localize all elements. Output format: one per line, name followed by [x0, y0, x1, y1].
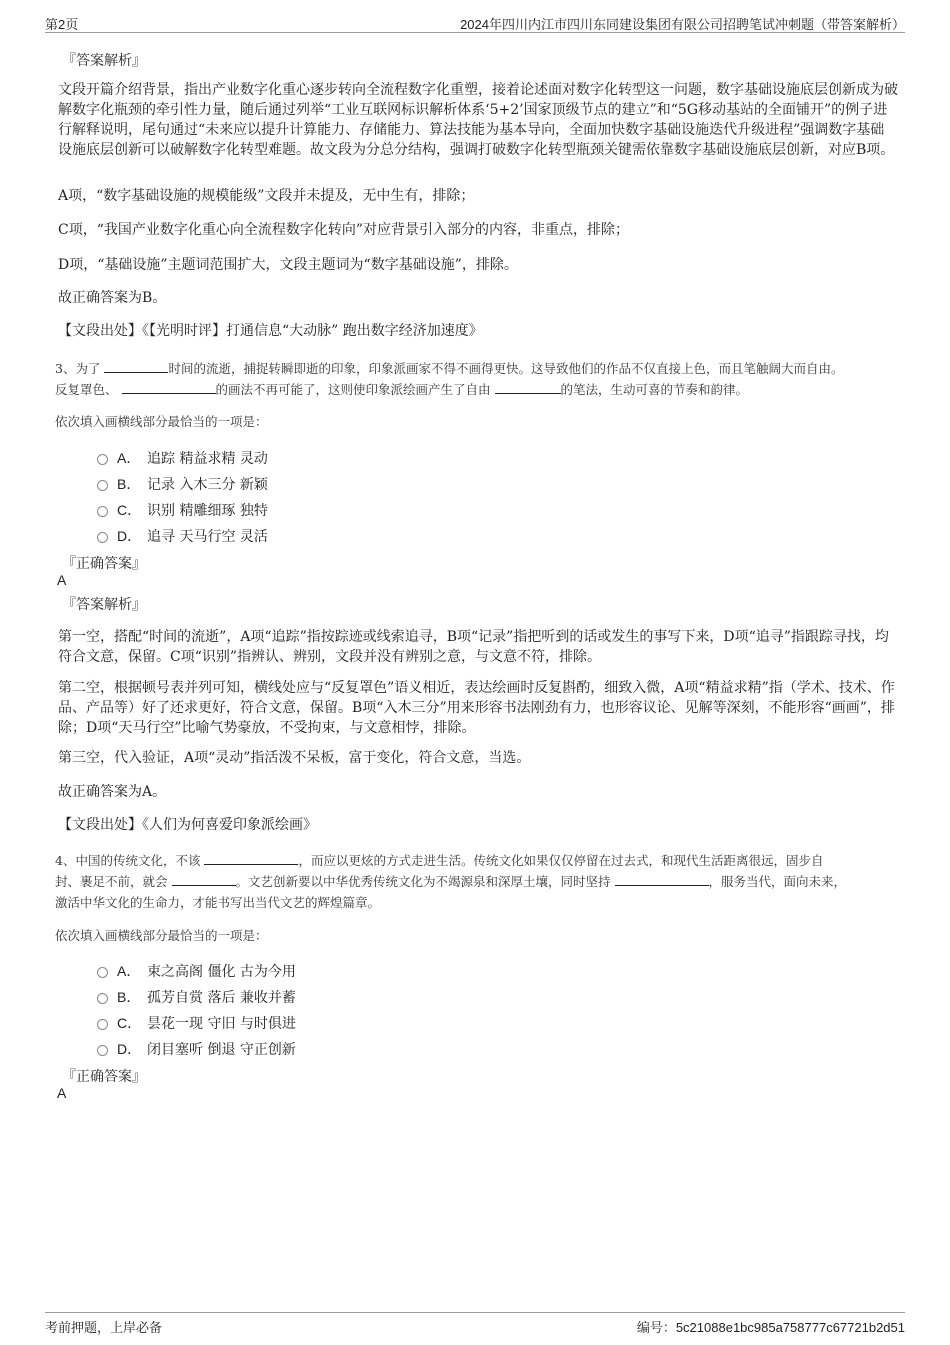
- option-letter: D．: [117, 1041, 142, 1057]
- analysis-paragraph: 文段开篇介绍背景，指出产业数字化重心逐步转向全流程数字化重塑，接着论述面对数字化转型这一问题，数字基础设施底层创新成为破解数字化瓶颈的牵引性力量，随后通过列举“工业互联网标识解析体系‘5+2’国家顶级节点的建立”和“5G移动基站的全面铺开”的例子进行解释说明，尾句通过“未来应以提升计算能力、存储能力、算法技能为基本导向，全面加快数字基础设施迭代升级进程”强调数字基础设施底层创新可以破解数字化转型难题。故文段为分总分结构，强调打破数字化转型瓶颈关键需依靠数字基础设施底层创新，对应B项。: [58, 82, 898, 158]
- q3-option-d[interactable]: [97, 526, 268, 546]
- option-text: 记录 入木三分 新颖: [147, 477, 268, 493]
- radio-button-icon[interactable]: [97, 967, 108, 978]
- fill-blank: [104, 360, 168, 373]
- page-footer: [45, 1312, 905, 1335]
- question-3-text: 的画法不再可能了，这则使印象派绘画产生了自由: [215, 382, 491, 397]
- fill-blank: [204, 852, 298, 865]
- correct-answer-label: 『正确答案』: [62, 1069, 146, 1085]
- q4-option-a[interactable]: [97, 961, 296, 981]
- q4-option-c[interactable]: [97, 1013, 296, 1033]
- option-letter: C．: [117, 1015, 142, 1031]
- analysis-option-d: D项，“基础设施”主题词范围扩大，文段主题词为“数字基础设施”，排除。: [58, 257, 518, 273]
- option-text: 追寻 天马行空 灵活: [147, 529, 268, 545]
- option-text: 昙花一现 守旧 与时俱进: [147, 1016, 296, 1032]
- question-4-text: 激活中华文化的生命力，才能书写出当代文艺的辉煌篇章。: [55, 895, 381, 910]
- q4-option-b[interactable]: [97, 987, 296, 1007]
- question-3-stem: [55, 358, 905, 400]
- analysis-blank-2: 第二空，根据顿号表并列可知，横线处应与“反复罩色”语义相近，表达绘画时反复斟酌，细致入微，A项“精益求精”指（学术、技术、作品、产品等）好了还求更好，符合文意，保留。B项“入木三分”用来形容书法刚劲有力，也形容议论、见解等深刻，不能形容“画画”，排除；D项“天马行空”比喻气势豪放，不受拘束，与文意相悖，排除。: [58, 680, 895, 736]
- question-3-text: 3、为了: [55, 361, 101, 376]
- q3-option-a[interactable]: [97, 448, 268, 468]
- radio-button-icon[interactable]: [97, 993, 108, 1004]
- correct-answer-label: 『正确答案』: [62, 556, 146, 572]
- radio-button-icon[interactable]: [97, 532, 108, 543]
- option-text: 孤芳自赏 落后 兼收并蓄: [147, 990, 296, 1006]
- analysis-option-a: A项，“数字基础设施的规模能级”文段并未提及，无中生有，排除；: [58, 188, 475, 204]
- document-code-value: 5c21088e1bc985a758777c67721b2d51: [675, 1320, 905, 1335]
- footer-slogan: 考前押题，上岸必备: [45, 1320, 163, 1335]
- question-4-stem: [55, 850, 905, 913]
- option-letter: A．: [117, 450, 141, 466]
- analysis-blank-3: 第三空，代入验证，A项“灵动”指活泼不呆板，富于变化，符合文意，当选。: [58, 750, 531, 766]
- analysis-label: 『答案解析』: [62, 597, 146, 613]
- analysis-option-c: C项，“我国产业数字化重心向全流程数字化转向”对应背景引入部分的内容，非重点，排除；: [58, 222, 630, 238]
- option-letter: D．: [117, 528, 142, 544]
- page-header: [45, 12, 905, 33]
- fill-blank: [495, 381, 561, 394]
- source-citation: 【文段出处】《人们为何喜爱印象派绘画》: [58, 817, 317, 833]
- q3-option-c[interactable]: [97, 500, 268, 520]
- question-4-text: 。文艺创新要以中华优秀传统文化为不竭源泉和深厚土壤，同时坚持: [235, 874, 611, 889]
- radio-button-icon[interactable]: [97, 1019, 108, 1030]
- radio-button-icon[interactable]: [97, 1045, 108, 1056]
- fill-blank: [172, 873, 236, 886]
- question-3-text: 反复罩色、: [55, 382, 118, 397]
- option-letter: A．: [117, 963, 141, 979]
- question-3-text: 时间的流逝，捕捉转瞬即逝的印象，印象派画家不得不画得更快。这导致他们的作品不仅直接上色，而且笔触阔大而自由。: [168, 361, 844, 376]
- page-number: 第2页: [45, 17, 79, 32]
- option-text: 束之高阁 僵化 古为今用: [147, 964, 296, 980]
- question-4-prompt: 依次填入画横线部分最恰当的一项是：: [55, 928, 268, 943]
- source-citation: 【文段出处】《【光明时评】打通信息“大动脉” 跑出数字经济加速度》: [58, 323, 483, 339]
- analysis-label: 『答案解析』: [62, 53, 146, 69]
- question-4-text: 4、中国的传统文化，不该: [55, 853, 201, 868]
- question-3-prompt: 依次填入画横线部分最恰当的一项是：: [55, 414, 268, 429]
- option-letter: C．: [117, 502, 142, 518]
- q4-option-d[interactable]: [97, 1039, 296, 1059]
- document-title: 2024年四川内江市四川东同建设集团有限公司招聘笔试冲刺题（带答案解析）: [460, 17, 905, 32]
- option-text: 闭目塞听 倒退 守正创新: [147, 1042, 296, 1058]
- question-4-text: ，而应以更炫的方式走进生活。传统文化如果仅仅停留在过去式，和现代生活距离很远，固步自: [298, 853, 824, 868]
- question-4-text: ，服务当代，面向未来，: [708, 874, 847, 889]
- fill-blank: [122, 381, 216, 394]
- radio-button-icon[interactable]: [97, 454, 108, 465]
- option-letter: B．: [117, 989, 141, 1005]
- radio-button-icon[interactable]: [97, 506, 108, 517]
- analysis-blank-1: 第一空，搭配“时间的流逝”，A项“追踪”指按踪迹或线索追寻，B项“记录”指把听到的话或发生的事写下来，D项“追寻”指跟踪寻找，均符合文意，保留。C项“识别”指辨认、辨别，文段并没有辨别之意，与文意不符，排除。: [58, 629, 889, 665]
- option-text: 追踪 精益求精 灵动: [147, 451, 268, 467]
- option-letter: B．: [117, 476, 141, 492]
- question-4-text: 封、裹足不前，就会: [55, 874, 168, 889]
- q3-option-b[interactable]: [97, 474, 268, 494]
- fill-blank: [615, 873, 709, 886]
- question-3-text: 的笔法，生动可喜的节奏和韵律。: [560, 382, 749, 397]
- document-code-label: 编号：: [636, 1320, 676, 1335]
- correct-answer-statement: 故正确答案为A。: [58, 784, 167, 800]
- correct-answer-value: A: [57, 1085, 67, 1101]
- correct-answer-statement: 故正确答案为B。: [58, 290, 167, 306]
- radio-button-icon[interactable]: [97, 480, 108, 491]
- correct-answer-value: A: [57, 572, 67, 588]
- option-text: 识别 精雕细琢 独特: [147, 503, 268, 519]
- document-code: [637, 1317, 905, 1336]
